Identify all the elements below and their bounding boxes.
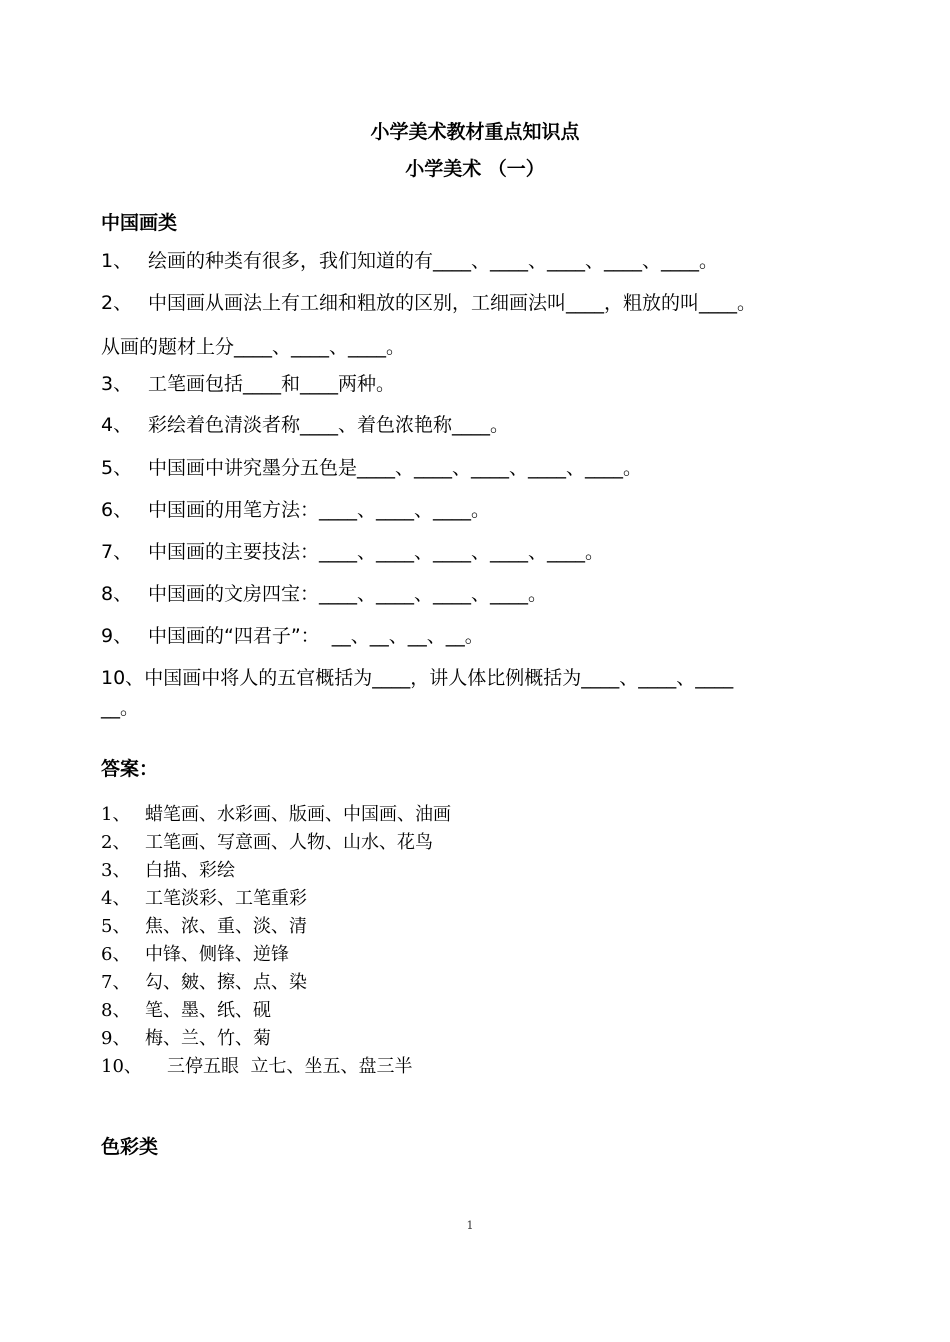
answer-text: 中锋、侧锋、逆锋 <box>145 944 289 965</box>
section-heading-color: 色彩类 <box>101 1136 159 1158</box>
question-number: 5、 <box>101 457 133 479</box>
answer-text: 勾、皴、擦、点、染 <box>145 972 307 993</box>
answer-number: 5、 <box>101 916 131 937</box>
question-line <box>101 582 547 606</box>
answer-line <box>101 944 289 966</box>
answer-number: 7、 <box>101 972 131 993</box>
answer-number: 9、 <box>101 1028 131 1049</box>
question-line <box>101 335 405 359</box>
answer-line <box>101 1028 271 1050</box>
question-text: 中国画的主要技法：____、____、____、____、____。 <box>148 541 605 563</box>
answer-line <box>101 804 451 826</box>
answer-number: 1、 <box>101 804 131 825</box>
page-subtitle: 小学美术 （一） <box>405 158 545 180</box>
question-number: 4、 <box>101 414 133 436</box>
question-text: 从画的题材上分____、____、____。 <box>101 336 406 358</box>
question-line <box>101 291 756 315</box>
page-title: 小学美术教材重点知识点 <box>370 121 580 143</box>
question-text: 中国画中讲究墨分五色是____、____、____、____、____。 <box>148 457 643 479</box>
answer-text: 三停五眼 立七、坐五、盘三半 <box>167 1056 413 1077</box>
question-number: 1、 <box>101 250 133 272</box>
answer-number: 6、 <box>101 944 131 965</box>
answer-text: 工笔淡彩、工笔重彩 <box>145 888 307 909</box>
question-line <box>101 540 604 564</box>
answer-text: 梅、兰、竹、菊 <box>145 1028 271 1049</box>
question-line <box>101 413 509 437</box>
answer-number: 3、 <box>101 860 131 881</box>
question-text: 中国画的文房四宝：____、____、____、____。 <box>148 583 548 605</box>
question-text: 中国画中将人的五官概括为____，讲人体比例概括为____、____、____ <box>144 667 734 689</box>
answer-number: 10、 <box>101 1056 142 1077</box>
section-heading-answers: 答案： <box>101 758 159 780</box>
question-line <box>101 456 642 480</box>
answer-line <box>101 888 307 910</box>
question-text: 工笔画包括____和____两种。 <box>148 373 396 395</box>
answer-number: 4、 <box>101 888 131 909</box>
answer-text: 白描、彩绘 <box>145 860 235 881</box>
answer-text: 工笔画、写意画、人物、山水、花鸟 <box>145 832 433 853</box>
answer-line <box>101 916 307 938</box>
question-line <box>101 498 490 522</box>
question-text: 中国画的“四君子”： __、__、__、__。 <box>148 625 484 647</box>
question-number: 7、 <box>101 541 133 563</box>
section-heading-chinese-painting: 中国画类 <box>101 212 178 234</box>
question-text: 中国画从画法上有工细和粗放的区别，工细画法叫____，粗放的叫____。 <box>148 292 757 314</box>
question-text: 彩绘着色清淡者称____、着色浓艳称____。 <box>148 414 510 436</box>
answer-line <box>101 832 433 854</box>
question-text: 绘画的种类有很多，我们知道的有____、____、____、____、____。 <box>148 250 719 272</box>
answer-text: 蜡笔画、水彩画、版画、中国画、油画 <box>145 804 451 825</box>
answer-line <box>101 860 235 882</box>
answer-number: 2、 <box>101 832 131 853</box>
question-number: 3、 <box>101 373 133 395</box>
answer-line <box>101 1056 412 1078</box>
question-number: 9、 <box>101 625 133 647</box>
answer-line <box>101 1000 271 1022</box>
answer-number: 8、 <box>101 1000 131 1021</box>
answer-text: 焦、浓、重、淡、清 <box>145 916 307 937</box>
question-line <box>101 696 139 720</box>
answer-line <box>101 972 307 994</box>
question-line <box>101 372 395 396</box>
question-number: 2、 <box>101 292 133 314</box>
question-line <box>101 624 484 648</box>
question-text: 中国画的用笔方法：____、____、____。 <box>148 499 491 521</box>
page-number: 1 <box>466 1219 474 1232</box>
question-text: __。 <box>101 697 140 719</box>
question-number: 8、 <box>101 583 133 605</box>
question-number: 10、 <box>101 667 145 689</box>
question-number: 6、 <box>101 499 133 521</box>
answer-text: 笔、墨、纸、砚 <box>145 1000 271 1021</box>
question-line <box>101 249 718 273</box>
question-line <box>101 666 733 690</box>
